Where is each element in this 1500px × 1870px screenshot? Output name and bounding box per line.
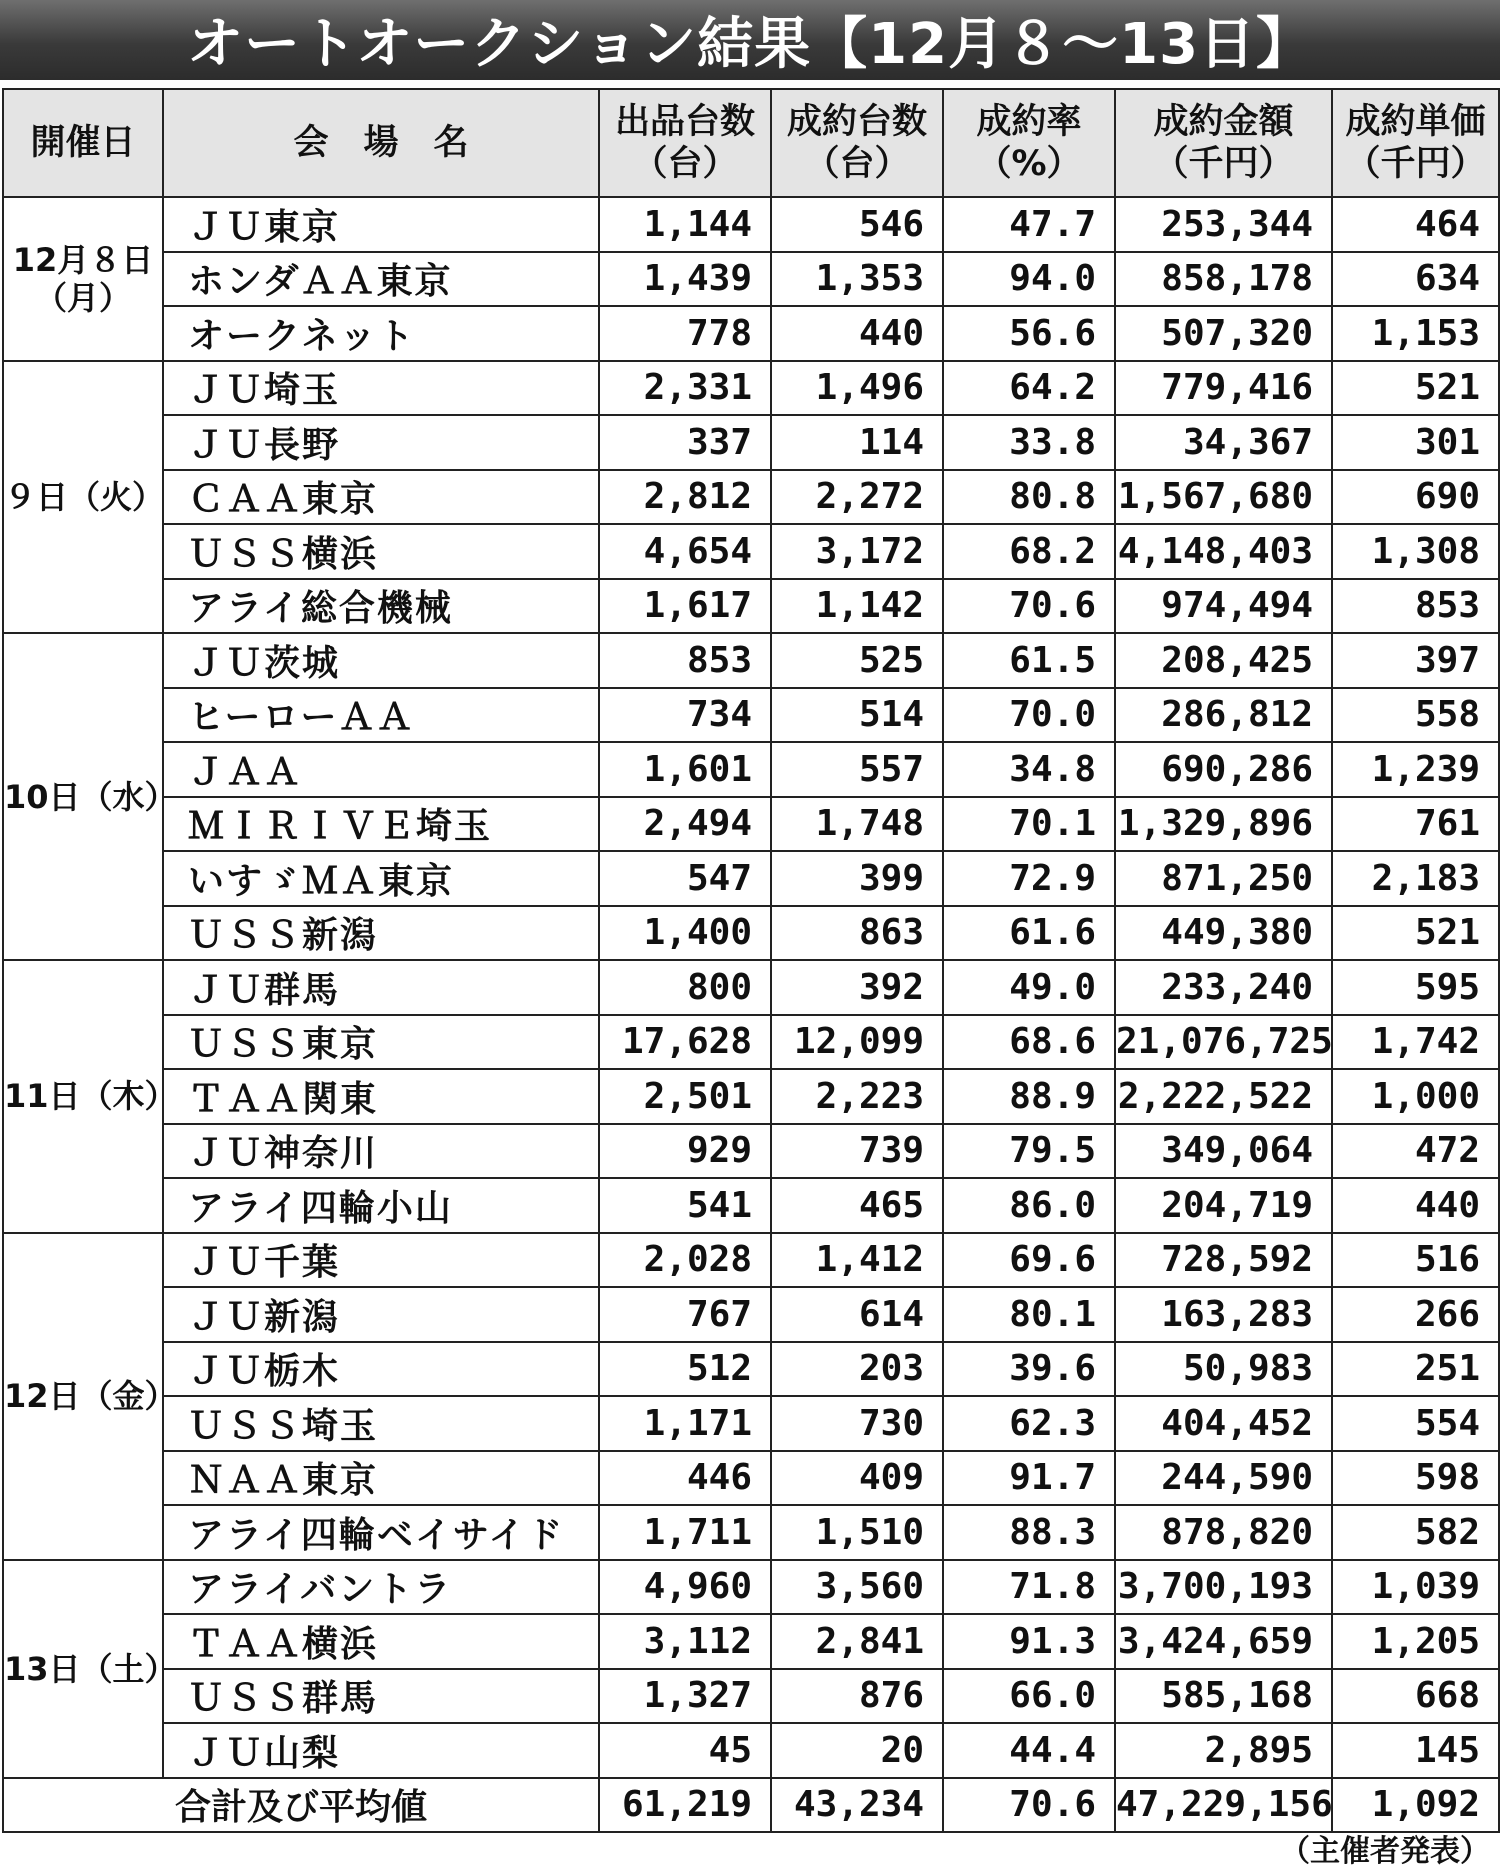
contract-rate-cell: 69.6 (943, 1233, 1115, 1288)
venue-cell: ＵＳＳ新潟 (163, 906, 599, 961)
contract-amount-cell: 404,452 (1115, 1396, 1332, 1451)
venue-cell: ＪＵ千葉 (163, 1233, 599, 1288)
table-row (3, 1451, 1499, 1506)
listed-count-cell: 2,501 (599, 1069, 771, 1124)
unit-price-cell: 1,000 (1332, 1069, 1499, 1124)
contract-amount-cell: 244,590 (1115, 1451, 1332, 1506)
table-row (3, 1287, 1499, 1342)
listed-count-cell: 1,327 (599, 1669, 771, 1724)
contracted-count-cell: 465 (771, 1178, 943, 1233)
table-row (3, 1342, 1499, 1397)
contract-rate-cell: 56.6 (943, 306, 1115, 361)
venue-cell: いすゞＭＡ東京 (163, 851, 599, 906)
venue-cell: アライ四輪小山 (163, 1178, 599, 1233)
contract-amount-cell: 507,320 (1115, 306, 1332, 361)
contracted-count-cell: 546 (771, 197, 943, 252)
unit-price-cell: 668 (1332, 1669, 1499, 1724)
contracted-count-cell: 2,272 (771, 470, 943, 525)
contract-amount-cell: 858,178 (1115, 252, 1332, 307)
contracted-count-cell: 114 (771, 415, 943, 470)
listed-count-cell: 541 (599, 1178, 771, 1233)
contract-rate-cell: 44.4 (943, 1723, 1115, 1778)
header-contracted: 成約台数 （台） (771, 89, 943, 197)
venue-cell: アライ総合機械 (163, 579, 599, 634)
listed-count-cell: 929 (599, 1124, 771, 1179)
unit-price-cell: 1,742 (1332, 1015, 1499, 1070)
listed-count-cell: 1,439 (599, 252, 771, 307)
listed-count-cell: 1,144 (599, 197, 771, 252)
table-row (3, 361, 1499, 416)
unit-price-cell: 464 (1332, 197, 1499, 252)
listed-count-cell: 2,494 (599, 797, 771, 852)
contract-amount-cell: 208,425 (1115, 633, 1332, 688)
contracted-count-cell: 12,099 (771, 1015, 943, 1070)
contract-rate-cell: 47.7 (943, 197, 1115, 252)
table-row (3, 1233, 1499, 1288)
table-row (3, 415, 1499, 470)
contracted-count-cell: 409 (771, 1451, 943, 1506)
venue-cell: ＪＵ神奈川 (163, 1124, 599, 1179)
contracted-count-cell: 2,223 (771, 1069, 943, 1124)
contract-amount-cell: 2,895 (1115, 1723, 1332, 1778)
unit-price-cell: 595 (1332, 960, 1499, 1015)
contracted-count-cell: 525 (771, 633, 943, 688)
listed-count-cell: 45 (599, 1723, 771, 1778)
venue-cell: ＭＩＲＩＶＥ埼玉 (163, 797, 599, 852)
unit-price-cell: 516 (1332, 1233, 1499, 1288)
listed-count-cell: 1,601 (599, 742, 771, 797)
contract-amount-cell: 253,344 (1115, 197, 1332, 252)
unit-price-cell: 1,039 (1332, 1560, 1499, 1615)
venue-cell: ＵＳＳ東京 (163, 1015, 599, 1070)
title-bar (0, 0, 1500, 80)
auction-results-table (2, 88, 1500, 1833)
contract-amount-cell: 163,283 (1115, 1287, 1332, 1342)
venue-cell: ＴＡＡ関東 (163, 1069, 599, 1124)
unit-price-cell: 1,239 (1332, 742, 1499, 797)
table-row (3, 742, 1499, 797)
unit-price-cell: 761 (1332, 797, 1499, 852)
unit-price-cell: 634 (1332, 252, 1499, 307)
listed-count-cell: 800 (599, 960, 771, 1015)
unit-price-cell: 554 (1332, 1396, 1499, 1451)
contract-amount-cell: 3,700,193 (1115, 1560, 1332, 1615)
contracted-count-cell: 739 (771, 1124, 943, 1179)
date-cell: 11日（木） (3, 960, 163, 1233)
date-cell: 12月８日 （月） (3, 197, 163, 361)
contract-rate-cell: 34.8 (943, 742, 1115, 797)
header-listed: 出品台数 （台） (599, 89, 771, 197)
table-row (3, 851, 1499, 906)
listed-count-cell: 512 (599, 1342, 771, 1397)
unit-price-cell: 521 (1332, 361, 1499, 416)
contracted-count-cell: 1,510 (771, 1505, 943, 1560)
listed-count-cell: 4,960 (599, 1560, 771, 1615)
listed-count-cell: 767 (599, 1287, 771, 1342)
contract-amount-cell: 878,820 (1115, 1505, 1332, 1560)
unit-price-cell: 1,153 (1332, 306, 1499, 361)
contract-amount-cell: 21,076,725 (1115, 1015, 1332, 1070)
table-row (3, 470, 1499, 525)
listed-count-cell: 547 (599, 851, 771, 906)
contracted-count-cell: 440 (771, 306, 943, 361)
table-row (3, 197, 1499, 252)
unit-price-cell: 598 (1332, 1451, 1499, 1506)
total-contracted-count-cell: 43,234 (771, 1778, 943, 1832)
listed-count-cell: 337 (599, 415, 771, 470)
header-venue: 会 場 名 (163, 89, 599, 197)
contracted-count-cell: 3,560 (771, 1560, 943, 1615)
header-amount: 成約金額 （千円） (1115, 89, 1332, 197)
venue-cell: ホンダＡＡ東京 (163, 252, 599, 307)
contract-amount-cell: 286,812 (1115, 688, 1332, 743)
contract-amount-cell: 4,148,403 (1115, 524, 1332, 579)
venue-cell: ＪＵ長野 (163, 415, 599, 470)
table-row (3, 1723, 1499, 1778)
contract-amount-cell: 349,064 (1115, 1124, 1332, 1179)
contract-amount-cell: 585,168 (1115, 1669, 1332, 1724)
unit-price-cell: 2,183 (1332, 851, 1499, 906)
listed-count-cell: 3,112 (599, 1614, 771, 1669)
source-note: （主催者発表） (1280, 1834, 1490, 1869)
contracted-count-cell: 1,412 (771, 1233, 943, 1288)
contract-rate-cell: 79.5 (943, 1124, 1115, 1179)
listed-count-cell: 1,711 (599, 1505, 771, 1560)
contract-amount-cell: 3,424,659 (1115, 1614, 1332, 1669)
table-row (3, 633, 1499, 688)
contract-amount-cell: 728,592 (1115, 1233, 1332, 1288)
total-listed-count-cell: 61,219 (599, 1778, 771, 1832)
listed-count-cell: 1,617 (599, 579, 771, 634)
venue-cell: ＪＡＡ (163, 742, 599, 797)
listed-count-cell: 853 (599, 633, 771, 688)
date-cell: ９日（火） (3, 361, 163, 634)
contracted-count-cell: 3,172 (771, 524, 943, 579)
unit-price-cell: 1,308 (1332, 524, 1499, 579)
unit-price-cell: 266 (1332, 1287, 1499, 1342)
unit-price-cell: 440 (1332, 1178, 1499, 1233)
unit-price-cell: 472 (1332, 1124, 1499, 1179)
contract-rate-cell: 80.1 (943, 1287, 1115, 1342)
unit-price-cell: 301 (1332, 415, 1499, 470)
table-row (3, 1178, 1499, 1233)
unit-price-cell: 1,205 (1332, 1614, 1499, 1669)
table-row (3, 1396, 1499, 1451)
table-row (3, 797, 1499, 852)
contract-amount-cell: 2,222,522 (1115, 1069, 1332, 1124)
contract-rate-cell: 70.1 (943, 797, 1115, 852)
contract-amount-cell: 50,983 (1115, 1342, 1332, 1397)
contract-amount-cell: 204,719 (1115, 1178, 1332, 1233)
contract-rate-cell: 33.8 (943, 415, 1115, 470)
table-row (3, 306, 1499, 361)
unit-price-cell: 251 (1332, 1342, 1499, 1397)
contracted-count-cell: 1,353 (771, 252, 943, 307)
table-row (3, 1669, 1499, 1724)
contract-amount-cell: 1,567,680 (1115, 470, 1332, 525)
venue-cell: オークネット (163, 306, 599, 361)
total-row (3, 1778, 1499, 1832)
contracted-count-cell: 1,496 (771, 361, 943, 416)
listed-count-cell: 1,400 (599, 906, 771, 961)
contracted-count-cell: 1,142 (771, 579, 943, 634)
contract-rate-cell: 68.6 (943, 1015, 1115, 1070)
contract-amount-cell: 34,367 (1115, 415, 1332, 470)
contract-rate-cell: 61.5 (943, 633, 1115, 688)
table-row (3, 688, 1499, 743)
venue-cell: アライバントラ (163, 1560, 599, 1615)
page-title: オートオークション結果【12月８～13日】 (186, 12, 1314, 77)
header-row (3, 89, 1499, 197)
contracted-count-cell: 863 (771, 906, 943, 961)
contracted-count-cell: 2,841 (771, 1614, 943, 1669)
contract-rate-cell: 80.8 (943, 470, 1115, 525)
contract-amount-cell: 974,494 (1115, 579, 1332, 634)
contract-amount-cell: 871,250 (1115, 851, 1332, 906)
date-cell: 10日（水） (3, 633, 163, 960)
venue-cell: ＪＵ栃木 (163, 1342, 599, 1397)
unit-price-cell: 853 (1332, 579, 1499, 634)
contract-rate-cell: 64.2 (943, 361, 1115, 416)
contract-amount-cell: 779,416 (1115, 361, 1332, 416)
venue-cell: ＪＵ茨城 (163, 633, 599, 688)
table-row (3, 252, 1499, 307)
venue-cell: ＵＳＳ横浜 (163, 524, 599, 579)
venue-cell: ＵＳＳ埼玉 (163, 1396, 599, 1451)
contracted-count-cell: 399 (771, 851, 943, 906)
contract-rate-cell: 86.0 (943, 1178, 1115, 1233)
table-row (3, 960, 1499, 1015)
unit-price-cell: 145 (1332, 1723, 1499, 1778)
table-row (3, 1614, 1499, 1669)
contract-rate-cell: 39.6 (943, 1342, 1115, 1397)
venue-cell: ＪＵ新潟 (163, 1287, 599, 1342)
table-row (3, 524, 1499, 579)
venue-cell: ＴＡＡ横浜 (163, 1614, 599, 1669)
listed-count-cell: 2,812 (599, 470, 771, 525)
table-row (3, 1505, 1499, 1560)
contract-amount-cell: 233,240 (1115, 960, 1332, 1015)
venue-cell: アライ四輪ベイサイド (163, 1505, 599, 1560)
listed-count-cell: 446 (599, 1451, 771, 1506)
unit-price-cell: 397 (1332, 633, 1499, 688)
listed-count-cell: 2,331 (599, 361, 771, 416)
contract-amount-cell: 690,286 (1115, 742, 1332, 797)
contract-rate-cell: 72.9 (943, 851, 1115, 906)
table-row (3, 906, 1499, 961)
total-contract-rate-cell: 70.6 (943, 1778, 1115, 1832)
contracted-count-cell: 557 (771, 742, 943, 797)
unit-price-cell: 521 (1332, 906, 1499, 961)
contracted-count-cell: 514 (771, 688, 943, 743)
listed-count-cell: 2,028 (599, 1233, 771, 1288)
contract-rate-cell: 49.0 (943, 960, 1115, 1015)
venue-cell: ＪＵ埼玉 (163, 361, 599, 416)
date-cell: 13日（土） (3, 1560, 163, 1778)
contract-rate-cell: 68.2 (943, 524, 1115, 579)
contract-amount-cell: 1,329,896 (1115, 797, 1332, 852)
contracted-count-cell: 1,748 (771, 797, 943, 852)
unit-price-cell: 558 (1332, 688, 1499, 743)
contracted-count-cell: 876 (771, 1669, 943, 1724)
listed-count-cell: 4,654 (599, 524, 771, 579)
contract-rate-cell: 91.7 (943, 1451, 1115, 1506)
venue-cell: ＣＡＡ東京 (163, 470, 599, 525)
contract-amount-cell: 449,380 (1115, 906, 1332, 961)
results-table-container (2, 88, 1498, 1833)
venue-cell: ＮＡＡ東京 (163, 1451, 599, 1506)
contract-rate-cell: 61.6 (943, 906, 1115, 961)
listed-count-cell: 17,628 (599, 1015, 771, 1070)
listed-count-cell: 778 (599, 306, 771, 361)
header-unit-price: 成約単価 （千円） (1332, 89, 1499, 197)
contract-rate-cell: 70.0 (943, 688, 1115, 743)
listed-count-cell: 734 (599, 688, 771, 743)
total-unit-price-cell: 1,092 (1332, 1778, 1499, 1832)
venue-cell: ＵＳＳ群馬 (163, 1669, 599, 1724)
table-row (3, 1015, 1499, 1070)
contracted-count-cell: 614 (771, 1287, 943, 1342)
total-contract-amount-cell: 47,229,156 (1115, 1778, 1332, 1832)
contract-rate-cell: 88.3 (943, 1505, 1115, 1560)
contract-rate-cell: 94.0 (943, 252, 1115, 307)
table-row (3, 1124, 1499, 1179)
date-cell: 12日（金） (3, 1233, 163, 1560)
contracted-count-cell: 20 (771, 1723, 943, 1778)
contract-rate-cell: 91.3 (943, 1614, 1115, 1669)
venue-cell: ヒーローＡＡ (163, 688, 599, 743)
header-rate: 成約率 （%） (943, 89, 1115, 197)
header-date: 開催日 (3, 89, 163, 197)
contracted-count-cell: 392 (771, 960, 943, 1015)
contract-rate-cell: 66.0 (943, 1669, 1115, 1724)
table-row (3, 1560, 1499, 1615)
venue-cell: ＪＵ群馬 (163, 960, 599, 1015)
table-row (3, 579, 1499, 634)
table-row (3, 1069, 1499, 1124)
contracted-count-cell: 203 (771, 1342, 943, 1397)
total-label: 合計及び平均値 (3, 1778, 599, 1832)
venue-cell: ＪＵ山梨 (163, 1723, 599, 1778)
venue-cell: ＪＵ東京 (163, 197, 599, 252)
listed-count-cell: 1,171 (599, 1396, 771, 1451)
contract-rate-cell: 70.6 (943, 579, 1115, 634)
contract-rate-cell: 71.8 (943, 1560, 1115, 1615)
table-body (3, 197, 1499, 1832)
table-header (3, 89, 1499, 197)
unit-price-cell: 582 (1332, 1505, 1499, 1560)
contract-rate-cell: 62.3 (943, 1396, 1115, 1451)
unit-price-cell: 690 (1332, 470, 1499, 525)
contract-rate-cell: 88.9 (943, 1069, 1115, 1124)
contracted-count-cell: 730 (771, 1396, 943, 1451)
